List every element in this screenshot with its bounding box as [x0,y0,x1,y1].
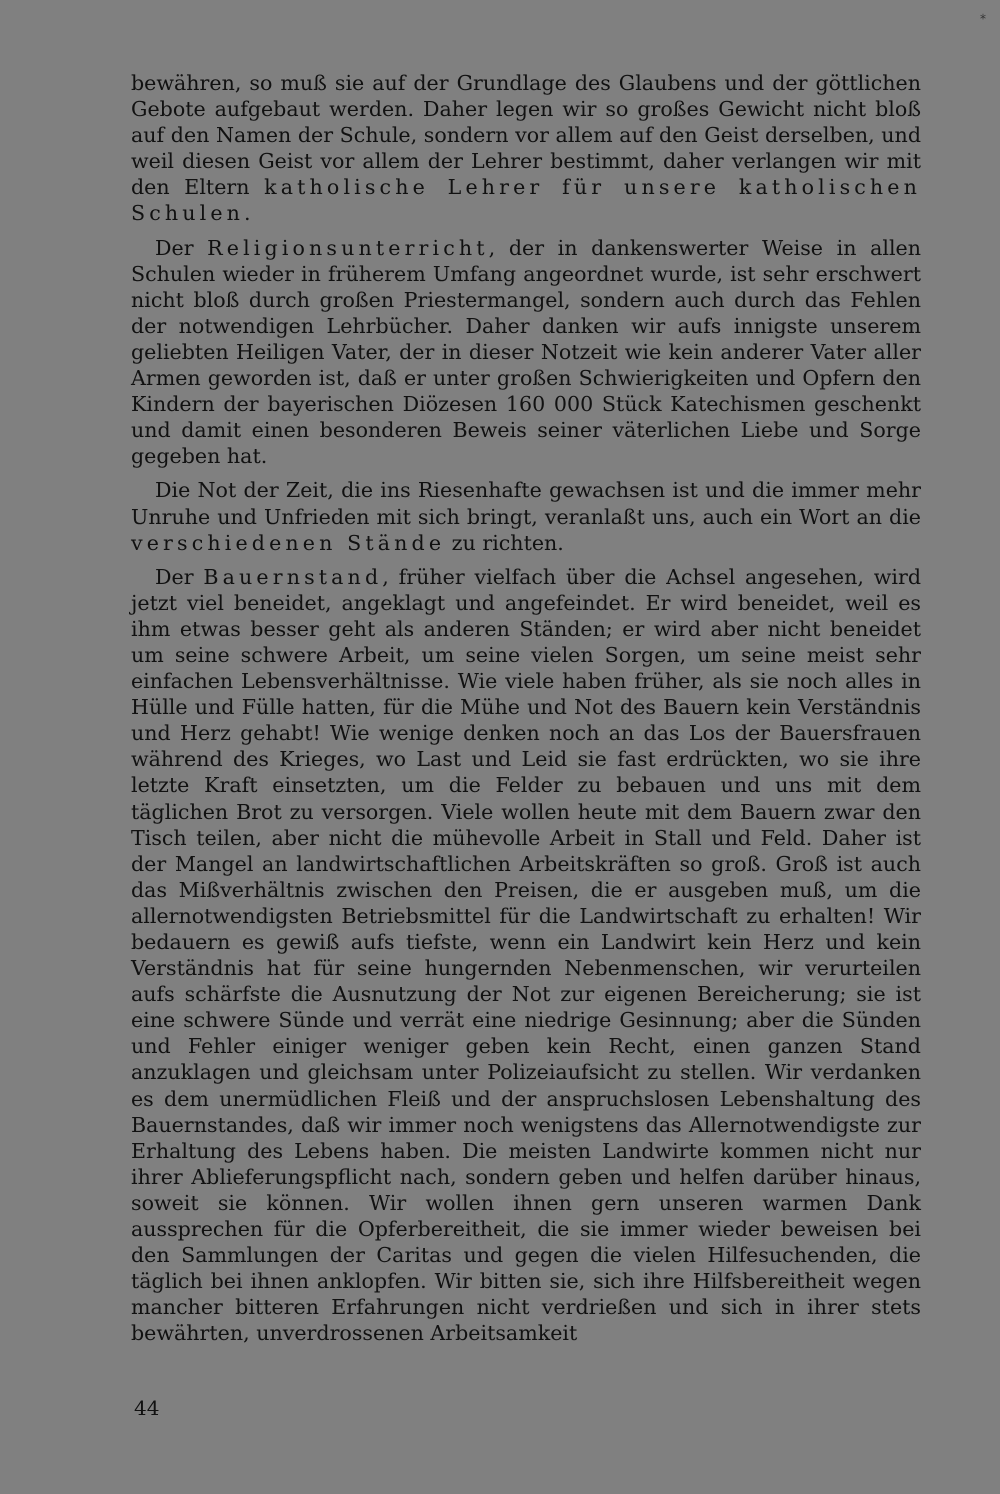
body-text [131,70,921,1355]
text-run: Der [155,564,204,589]
text-run: Der [155,235,208,260]
paragraph [131,70,921,227]
text-run: , früher vielfach über die Achsel angesehen, wird jetzt viel beneidet, angeklagt und angefeindet. Er wird beneidet, weil es ihm etwas besser geht als anderen Ständen; er wird aber nicht beneidet um seine schwere Arbeit, um seine vielen Sorgen, um seine meist sehr einfachen Lebensverhältnisse. Wie viele haben früher, als sie noch alles in Hülle und Fülle hatten, für die Mühe und Not des Bauern kein Verständnis und Herz gehabt! Wie wenige denken noch an das Los der Bauersfrauen während des Krieges, wo Last und Leid sie fast erdrückten, wo sie ihre letzte Kraft einsetzten, um die Felder zu bebauen und uns mit dem täglichen Brot zu versorgen. Viele wollen heute mit dem Bauern zwar den Tisch teilen, aber nicht die mühevolle Arbeit in Stall und Feld. Daher ist der Mangel an landwirtschaftlichen Arbeitskräften so groß. Groß ist auch das Mißverhältnis zwischen den Preisen, die er ausgeben muß, um die allernotwendigsten Betriebsmittel für die Landwirtschaft zu erhalten! Wir bedauern es gewiß aufs tiefste, wenn ein Landwirt kein Herz und kein Verständnis hat für seine hungernden Nebenmenschen, wir verurteilen aufs schärfste die Ausnutzung der Not zur eigenen Bereicherung; sie ist eine schwere Sünde und verrät eine niedrige Gesinnung; aber die Sünden und Fehler einiger weniger geben kein Recht, einen ganzen Stand anzuklagen und gleichsam unter Polizeiaufsicht zu stellen. Wir verdanken es dem unermüdlichen Fleiß und der anspruchslosen Lebenshaltung des Bauernstandes, daß wir immer noch wenigstens das Allernotwendigste zur Erhaltung des Lebens haben. Die meisten Landwirte kommen nicht nur ihrer Ablieferungspflicht nach, sondern geben und helfen darüber hinaus, soweit sie können. Wir wollen ihnen gern unseren warmen Dank aussprechen für die Opferbereitheit, die sie immer wieder beweisen bei den Sammlungen der Caritas und gegen die vielen Hilfesuchenden, die täglich bei ihnen anklopfen. Wir bitten sie, sich ihre Hilfsbereitheit wegen mancher bitteren Erfahrungen nicht verdrießen und sich in ihrer stets bewährten, unverdrossenen Arbeitsamkeit [131,564,921,1346]
text-run: Die Not der Zeit, die ins Riesenhafte gewachsen ist und die immer mehr Unruhe und Unfrieden mit sich bringt, veranlaßt uns, auch ein Wort an die [131,478,921,529]
paragraph [131,564,921,1347]
paragraph [131,477,921,555]
text-run: , der in dankenswerter Weise in allen Schulen wieder in früherem Umfang angeordnet wurde, ist sehr erschwert nicht bloß durch großen Priestermangel, sondern auch durch das Fehlen der notwendigen Lehrbücher. Daher danken wir aufs innigste unserem geliebten Heiligen Vater, der in dieser Notzeit wie kein anderer Vater aller Armen geworden ist, daß er unter großen Schwierigkeiten und Opfern den Kindern der bayerischen Diözesen 160 000 Stück Katechismen geschenkt und damit einen besonderen Beweis seiner väterlichen Liebe und Sorge gegeben hat. [131,235,921,469]
text-run: bewähren, so muß sie auf der Grundlage des Glaubens und der göttlichen Gebote aufgebaut werden. Daher legen wir so großes Gewicht nicht bloß auf den Namen der Schule, sondern vor allem auf den Geist derselben, und weil diesen Geist vor allem der Lehrer bestimmt, daher verlangen wir mit den Eltern [131,71,921,200]
spaced-text: Religionsunterricht [207,235,489,260]
page-number: 44 [134,1396,160,1420]
text-run: zu richten. [445,530,564,555]
corner-mark: ⁎ [980,8,986,22]
spaced-text: Bauernstand [203,564,383,589]
spaced-text: verschiedenen Stände [131,530,446,555]
spaced-text: katholische Lehrer für unsere katholischen Schulen [131,175,921,226]
paragraph [131,235,921,470]
text-run: . [244,201,251,226]
